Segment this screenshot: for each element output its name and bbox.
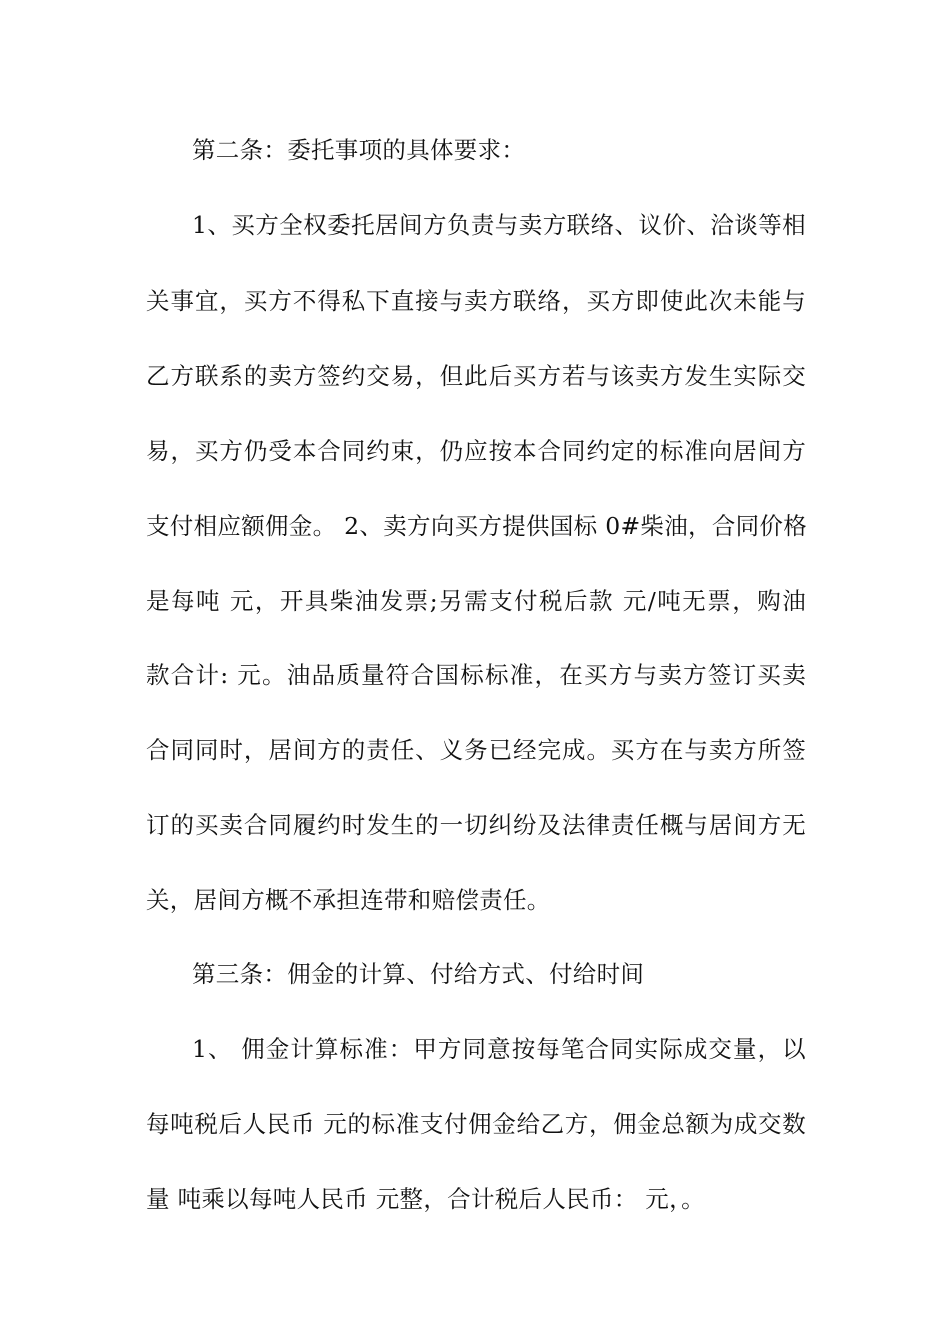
paragraph-line: 每吨税后人民币 元的标准支付佣金给乙方，佣金总额为成交数 [146,1110,806,1138]
paragraph-line: 关，居间方概不承担连带和赔偿责任。 [146,886,551,914]
paragraph-line: 关事宜，买方不得私下直接与卖方联络，买方即使此次未能与 [146,287,806,315]
article-2-heading: 第二条：委托事项的具体要求： [192,136,526,164]
paragraph-line: 易，买方仍受本合同约束，仍应按本合同约定的标准向居间方 [146,437,806,465]
article-3-heading: 第三条：佣金的计算、付给方式、付给时间 [192,960,645,988]
paragraph-line: 合同同时，居间方的责任、义务已经完成。买方在与卖方所签 [146,736,806,764]
paragraph-line: 1、 佣金计算标准：甲方同意按每笔合同实际成交量，以 [192,1035,806,1063]
paragraph-line: 支付相应额佣金。 2、卖方向买方提供国标 0#柴油，合同价格 [146,512,808,540]
paragraph-line: 1、买方全权委托居间方负责与卖方联络、议价、洽谈等相 [192,211,806,239]
paragraph-line: 款合计: 元。油品质量符合国标标准，在买方与卖方签订买卖 [146,661,806,689]
paragraph-line: 订的买卖合同履约时发生的一切纠纷及法律责任概与居间方无 [146,811,806,839]
paragraph-line: 量 吨乘以每吨人民币 元整，合计税后人民币： 元，。 [146,1185,705,1213]
paragraph-line: 是每吨 元，开具柴油发票;另需支付税后款 元/吨无票，购油 [146,587,806,615]
paragraph-line: 乙方联系的卖方签约交易，但此后买方若与该卖方发生实际交 [146,362,806,390]
